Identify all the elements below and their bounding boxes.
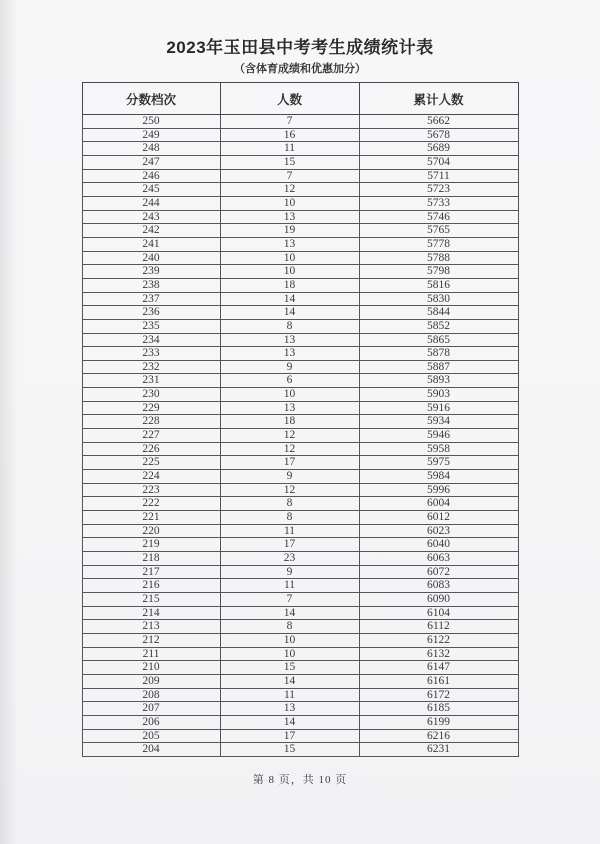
table-cell: 11: [220, 579, 359, 593]
table-cell: 209: [82, 674, 220, 688]
table-cell: 13: [220, 401, 359, 415]
table-cell: 235: [82, 319, 220, 333]
table-row: [82, 592, 518, 606]
table-cell: 6: [220, 374, 359, 388]
table-row: [82, 401, 518, 415]
table-cell: 14: [220, 715, 359, 729]
table-cell: 5903: [359, 388, 518, 402]
table-row: [82, 606, 518, 620]
table-cell: 5852: [359, 319, 518, 333]
table-row: [82, 483, 518, 497]
table-cell: 14: [220, 292, 359, 306]
table-cell: 10: [220, 388, 359, 402]
table-cell: 13: [220, 702, 359, 716]
table-cell: 8: [220, 497, 359, 511]
table-cell: 10: [220, 633, 359, 647]
table-row: [82, 674, 518, 688]
table-cell: 5916: [359, 401, 518, 415]
table-cell: 6172: [359, 688, 518, 702]
table-cell: 218: [82, 552, 220, 566]
table-cell: 9: [220, 470, 359, 484]
table-cell: 5711: [359, 169, 518, 183]
table-cell: 12: [220, 483, 359, 497]
table-cell: 12: [220, 183, 359, 197]
table-cell: 240: [82, 251, 220, 265]
table-cell: 216: [82, 579, 220, 593]
table-row: [82, 142, 518, 156]
table-row: [82, 565, 518, 579]
header-count: 人数: [220, 83, 359, 115]
table-cell: 10: [220, 647, 359, 661]
table-row: [82, 347, 518, 361]
table-cell: 250: [82, 115, 220, 129]
table-cell: 226: [82, 442, 220, 456]
table-cell: 219: [82, 538, 220, 552]
table-cell: 6161: [359, 674, 518, 688]
table-cell: 213: [82, 620, 220, 634]
table-cell: 7: [220, 115, 359, 129]
table-cell: 6147: [359, 661, 518, 675]
table-cell: 225: [82, 456, 220, 470]
table-cell: 9: [220, 565, 359, 579]
table-cell: 239: [82, 265, 220, 279]
table-cell: 217: [82, 565, 220, 579]
table-cell: 5723: [359, 183, 518, 197]
table-row: [82, 702, 518, 716]
table-cell: 5934: [359, 415, 518, 429]
table-cell: 15: [220, 743, 359, 757]
table-cell: 13: [220, 237, 359, 251]
table-cell: 16: [220, 128, 359, 142]
table-row: [82, 579, 518, 593]
table-cell: 15: [220, 155, 359, 169]
table-row: [82, 456, 518, 470]
header-row: [82, 83, 518, 115]
table-cell: 227: [82, 429, 220, 443]
table-cell: 9: [220, 360, 359, 374]
table-cell: 243: [82, 210, 220, 224]
table-cell: 208: [82, 688, 220, 702]
table-cell: 5893: [359, 374, 518, 388]
table-cell: 210: [82, 661, 220, 675]
table-cell: 228: [82, 415, 220, 429]
table-cell: 5765: [359, 224, 518, 238]
table-cell: 5704: [359, 155, 518, 169]
table-cell: 237: [82, 292, 220, 306]
table-row: [82, 210, 518, 224]
table-cell: 17: [220, 538, 359, 552]
table-cell: 18: [220, 278, 359, 292]
table-row: [82, 128, 518, 142]
table-row: [82, 715, 518, 729]
table-row: [82, 115, 518, 129]
table-cell: 6185: [359, 702, 518, 716]
table-cell: 224: [82, 470, 220, 484]
table-cell: 214: [82, 606, 220, 620]
table-row: [82, 169, 518, 183]
table-cell: 11: [220, 688, 359, 702]
table-cell: 223: [82, 483, 220, 497]
table-row: [82, 688, 518, 702]
table-cell: 206: [82, 715, 220, 729]
table-cell: 5996: [359, 483, 518, 497]
table-cell: 5844: [359, 306, 518, 320]
table-cell: 230: [82, 388, 220, 402]
table-cell: 220: [82, 524, 220, 538]
table-cell: 246: [82, 169, 220, 183]
table-cell: 13: [220, 333, 359, 347]
table-cell: 23: [220, 552, 359, 566]
table-cell: 11: [220, 524, 359, 538]
table-row: [82, 524, 518, 538]
table-row: [82, 292, 518, 306]
table-cell: 6072: [359, 565, 518, 579]
table-cell: 6104: [359, 606, 518, 620]
table-cell: 241: [82, 237, 220, 251]
table-cell: 10: [220, 196, 359, 210]
table-row: [82, 265, 518, 279]
table-cell: 247: [82, 155, 220, 169]
page-title: 2023年玉田县中考考生成绩统计表: [166, 38, 434, 57]
table-cell: 205: [82, 729, 220, 743]
table-cell: 231: [82, 374, 220, 388]
table-cell: 5689: [359, 142, 518, 156]
table-cell: 234: [82, 333, 220, 347]
table-cell: 242: [82, 224, 220, 238]
table-cell: 6063: [359, 552, 518, 566]
table-cell: 5946: [359, 429, 518, 443]
table-cell: 5816: [359, 278, 518, 292]
table-row: [82, 729, 518, 743]
table-row: [82, 196, 518, 210]
table-cell: 5865: [359, 333, 518, 347]
table-cell: 5788: [359, 251, 518, 265]
table-row: [82, 442, 518, 456]
table-cell: 17: [220, 729, 359, 743]
table-row: [82, 497, 518, 511]
table-cell: 5678: [359, 128, 518, 142]
table-row: [82, 470, 518, 484]
table-cell: 14: [220, 674, 359, 688]
table-cell: 8: [220, 620, 359, 634]
table-cell: 10: [220, 265, 359, 279]
table-cell: 6083: [359, 579, 518, 593]
header-cumulative-count: 累计人数: [359, 83, 518, 115]
table-cell: 6112: [359, 620, 518, 634]
table-cell: 6012: [359, 511, 518, 525]
table-cell: 7: [220, 169, 359, 183]
table-cell: 212: [82, 633, 220, 647]
table-cell: 7: [220, 592, 359, 606]
table-cell: 5830: [359, 292, 518, 306]
table-cell: 6199: [359, 715, 518, 729]
table-cell: 6023: [359, 524, 518, 538]
table-cell: 211: [82, 647, 220, 661]
table-cell: 6132: [359, 647, 518, 661]
table-cell: 215: [82, 592, 220, 606]
table-cell: 204: [82, 743, 220, 757]
table-cell: 6231: [359, 743, 518, 757]
table-row: [82, 538, 518, 552]
table-row: [82, 278, 518, 292]
table-cell: 5984: [359, 470, 518, 484]
table-cell: 6004: [359, 497, 518, 511]
table-cell: 5958: [359, 442, 518, 456]
table-cell: 233: [82, 347, 220, 361]
table-cell: 5746: [359, 210, 518, 224]
table-cell: 15: [220, 661, 359, 675]
table-cell: 5778: [359, 237, 518, 251]
table-cell: 207: [82, 702, 220, 716]
table-row: [82, 319, 518, 333]
table-cell: 5798: [359, 265, 518, 279]
table-row: [82, 333, 518, 347]
table-row: [82, 360, 518, 374]
table-cell: 245: [82, 183, 220, 197]
table-cell: 6122: [359, 633, 518, 647]
table-cell: 6216: [359, 729, 518, 743]
table-cell: 12: [220, 429, 359, 443]
table-row: [82, 661, 518, 675]
table-cell: 10: [220, 251, 359, 265]
table-cell: 13: [220, 210, 359, 224]
score-statistics-table: [82, 82, 519, 757]
table-body: [82, 115, 518, 757]
table-cell: 11: [220, 142, 359, 156]
table-cell: 5887: [359, 360, 518, 374]
table-row: [82, 155, 518, 169]
table-row: [82, 306, 518, 320]
table-cell: 5975: [359, 456, 518, 470]
table-cell: 14: [220, 306, 359, 320]
header-score-level: 分数档次: [82, 83, 220, 115]
table-cell: 222: [82, 497, 220, 511]
table-cell: 12: [220, 442, 359, 456]
table-cell: 232: [82, 360, 220, 374]
table-cell: 248: [82, 142, 220, 156]
table-cell: 6090: [359, 592, 518, 606]
table-header: [82, 83, 518, 115]
table-cell: 236: [82, 306, 220, 320]
table-cell: 5878: [359, 347, 518, 361]
table-row: [82, 511, 518, 525]
table-cell: 249: [82, 128, 220, 142]
table-cell: 18: [220, 415, 359, 429]
table-row: [82, 743, 518, 757]
page-subtitle: （含体育成绩和优惠加分）: [234, 63, 366, 75]
table-cell: 19: [220, 224, 359, 238]
table-cell: 5733: [359, 196, 518, 210]
table-row: [82, 429, 518, 443]
table-cell: 8: [220, 511, 359, 525]
table-row: [82, 620, 518, 634]
table-row: [82, 251, 518, 265]
table-cell: 14: [220, 606, 359, 620]
table-cell: 17: [220, 456, 359, 470]
table-row: [82, 224, 518, 238]
table-cell: 8: [220, 319, 359, 333]
table-row: [82, 552, 518, 566]
table-cell: 229: [82, 401, 220, 415]
page-number-footer: 第 8 页，共 10 页: [252, 773, 348, 786]
table-row: [82, 237, 518, 251]
table-row: [82, 374, 518, 388]
table-row: [82, 647, 518, 661]
table-row: [82, 415, 518, 429]
table-cell: 221: [82, 511, 220, 525]
table-cell: 13: [220, 347, 359, 361]
table-row: [82, 388, 518, 402]
table-row: [82, 183, 518, 197]
table-cell: 6040: [359, 538, 518, 552]
table-row: [82, 633, 518, 647]
table-cell: 244: [82, 196, 220, 210]
table-cell: 5662: [359, 115, 518, 129]
table-cell: 238: [82, 278, 220, 292]
